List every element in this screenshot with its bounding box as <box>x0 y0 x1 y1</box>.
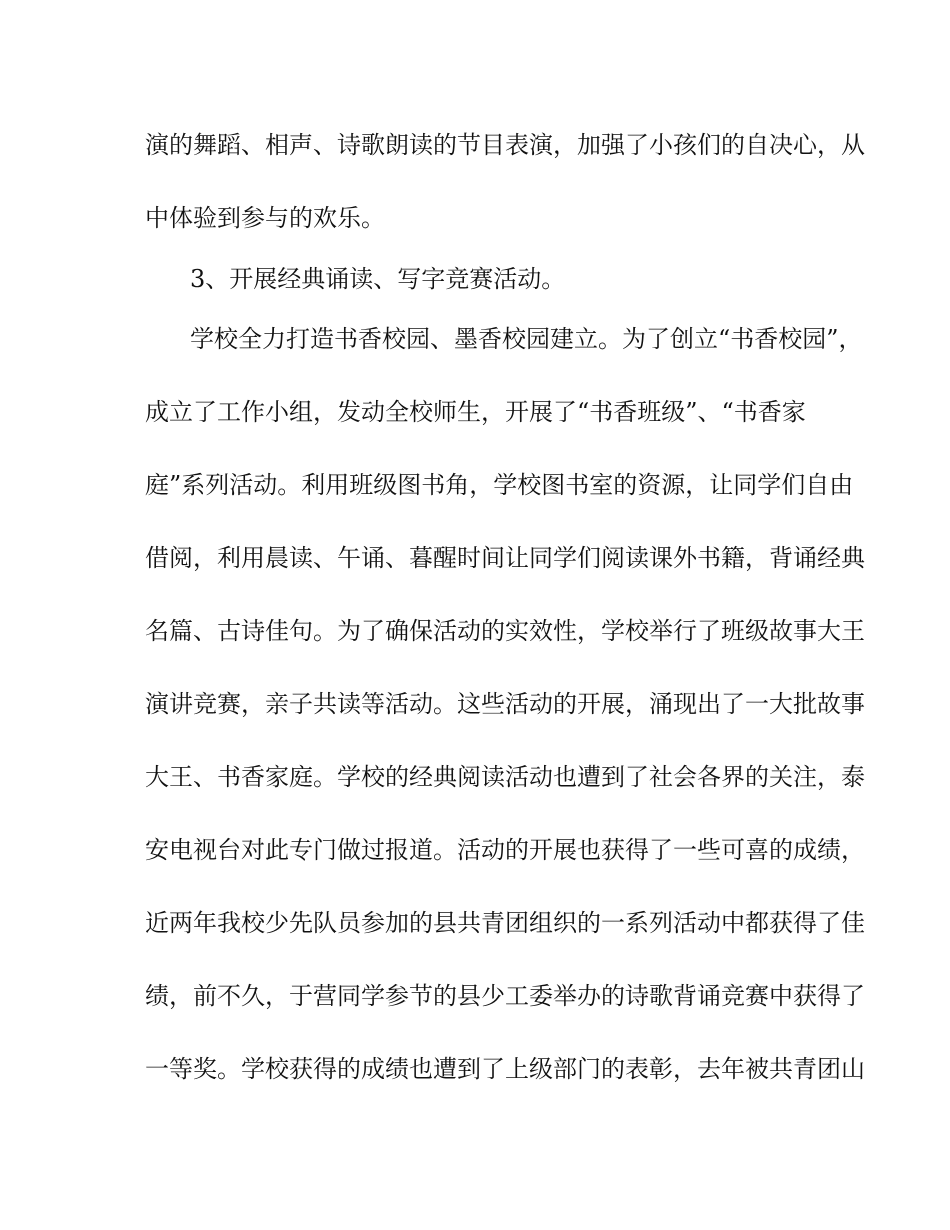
text-line: 一等奖。学校获得的成绩也遭到了上级部门的表彰，去年被共青团山 <box>145 1055 865 1083</box>
text-line: 庭”系列活动。利用班级图书角，学校图书室的资源，让同学们自由 <box>145 471 854 499</box>
text-line: 绩，前不久，于营同学参节的县少工委举办的诗歌背诵竞赛中获得了 <box>145 982 865 1010</box>
text-line: 安电视台对此专门做过报道。活动的开展也获得了一些可喜的成绩， <box>145 836 865 864</box>
text-line: 学校全力打造书香校园、墨香校园建立。为了创立“书香校园”， <box>190 325 863 353</box>
text-line: 近两年我校少先队员参加的县共青团组织的一系列活动中都获得了佳 <box>145 909 865 937</box>
text-line: 借阅，利用晨读、午诵、暮醒时间让同学们阅读课外书籍，背诵经典 <box>145 544 865 572</box>
text-line: 中体验到参与的欢乐。 <box>145 204 385 232</box>
text-line: 大王、书香家庭。学校的经典阅读活动也遭到了社会各界的关注，泰 <box>145 763 865 791</box>
text-line: 演的舞蹈、相声、诗歌朗读的节目表演，加强了小孩们的自决心，从 <box>145 131 865 159</box>
text-line: 名篇、古诗佳句。为了确保活动的实效性，学校举行了班级故事大王 <box>145 617 865 645</box>
text-line: 演讲竞赛，亲子共读等活动。这些活动的开展，涌现出了一大批故事 <box>145 690 865 718</box>
section-heading: 3、开展经典诵读、写字竞赛活动。 <box>190 265 566 293</box>
text-line: 成立了工作小组，发动全校师生，开展了“书香班级”、“书香家 <box>145 398 806 426</box>
